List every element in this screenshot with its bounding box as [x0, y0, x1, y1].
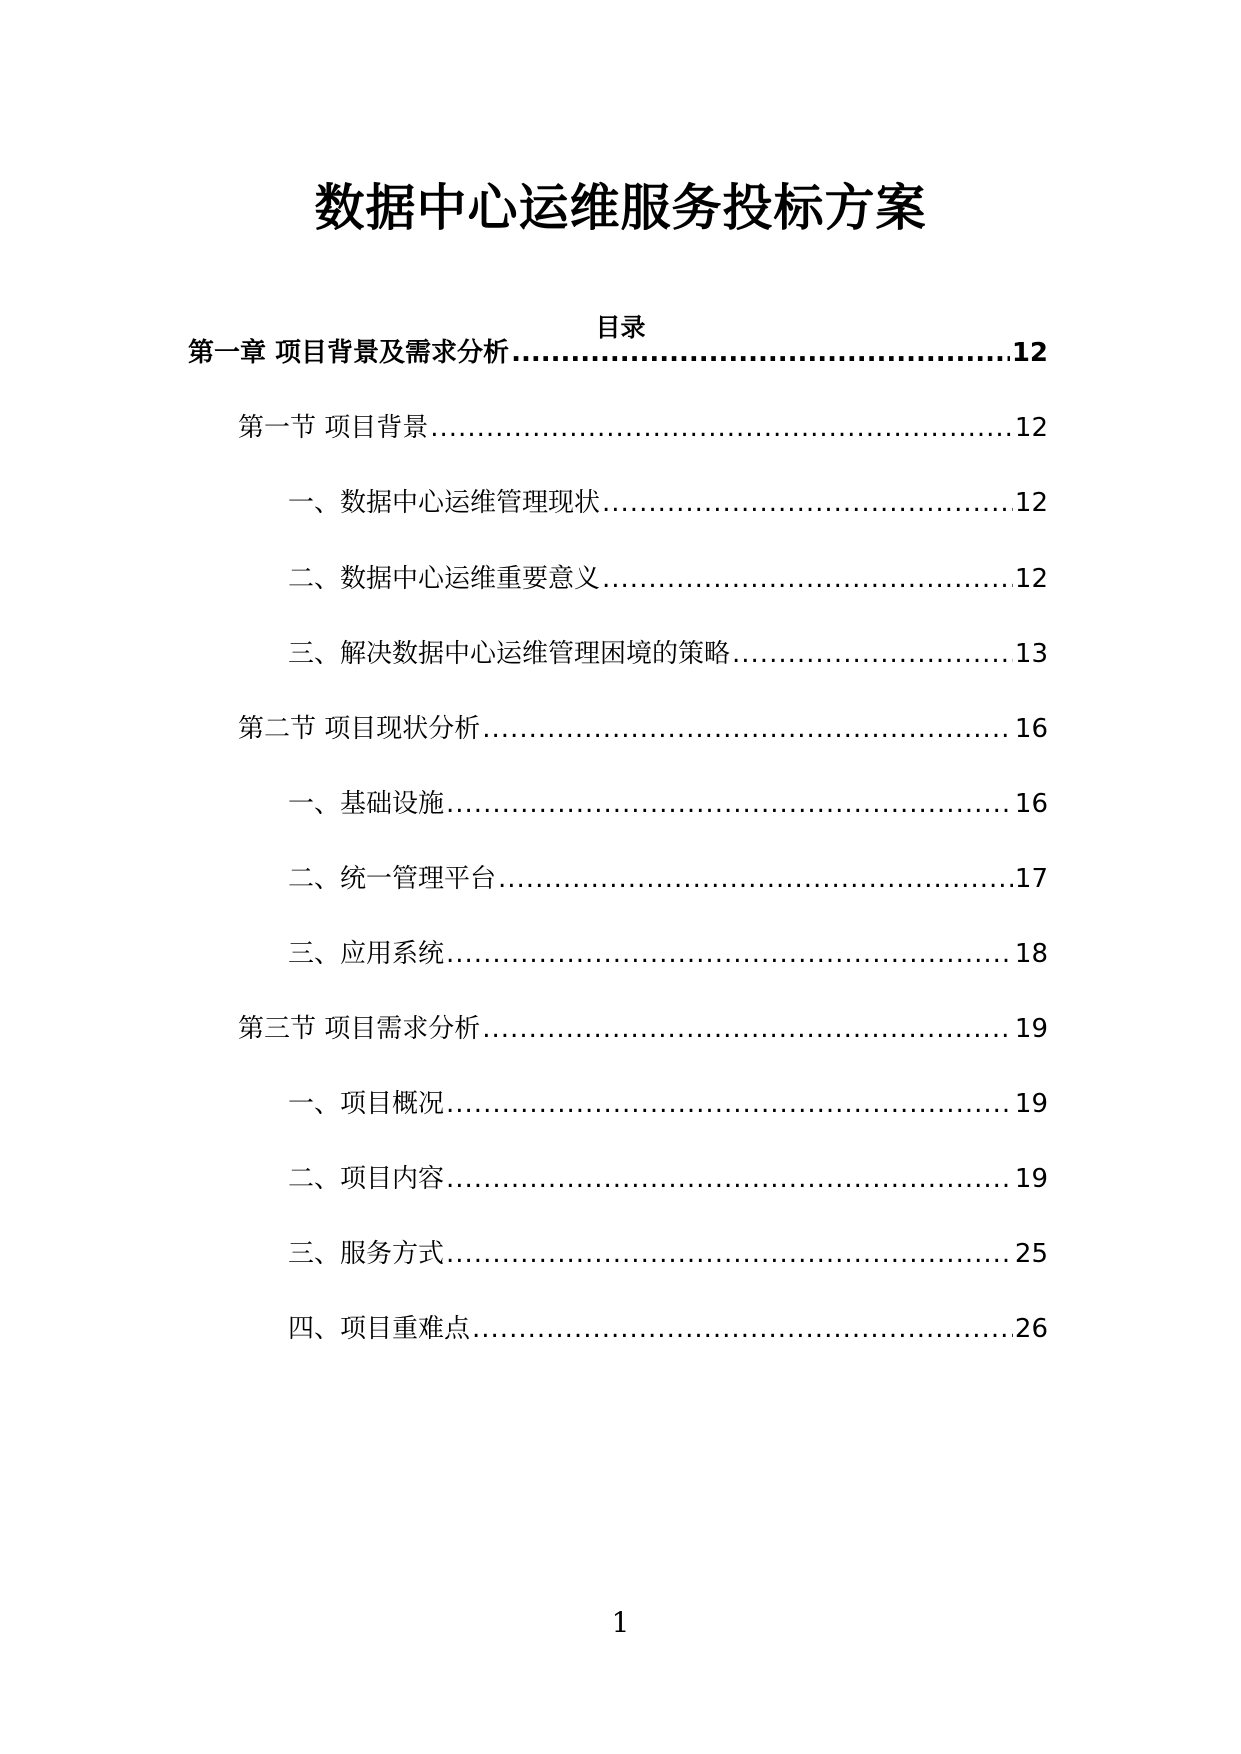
page-number: 1 — [611, 1606, 630, 1639]
toc-entry-text: 第二节 项目现状分析 — [238, 714, 481, 744]
toc-entry-page: 19 — [1014, 1014, 1048, 1044]
document-title: 数据中心运维服务投标方案 — [314, 179, 927, 237]
toc-entry-page: 12 — [1014, 564, 1048, 594]
toc-entry-section-3[interactable] — [238, 1012, 1048, 1046]
toc-leader-dots — [446, 1087, 1013, 1121]
toc-entry-page: 26 — [1014, 1314, 1048, 1344]
toc-entry-page: 18 — [1014, 939, 1048, 969]
toc-entry-text: 一、数据中心运维管理现状 — [288, 488, 601, 518]
toc-leader-dots — [511, 336, 1010, 370]
toc-entry-page: 12 — [1014, 488, 1048, 518]
toc-entry-page: 13 — [1014, 639, 1048, 669]
toc-heading: 目录 — [595, 313, 646, 342]
toc-entry-section-2[interactable] — [238, 712, 1048, 746]
toc-entry-text: 第一章 项目背景及需求分析 — [188, 338, 510, 368]
toc-entry-text: 二、统一管理平台 — [288, 864, 497, 894]
toc-leader-dots — [446, 1237, 1013, 1271]
toc-entry-text: 一、项目概况 — [288, 1089, 445, 1119]
toc-entry-item[interactable] — [288, 637, 1048, 671]
toc-entry-item[interactable] — [288, 486, 1048, 520]
toc-entry-item[interactable] — [288, 862, 1048, 896]
toc-leader-dots — [446, 937, 1013, 971]
toc-entry-section-1[interactable] — [238, 411, 1048, 445]
toc-entry-item[interactable] — [288, 1237, 1048, 1271]
toc-leader-dots — [446, 1162, 1013, 1196]
toc-entry-page: 17 — [1014, 864, 1048, 894]
toc-entry-text: 第三节 项目需求分析 — [238, 1014, 481, 1044]
toc-entry-item[interactable] — [288, 562, 1048, 596]
toc-leader-dots — [482, 1012, 1013, 1046]
toc-leader-dots — [732, 637, 1013, 671]
toc-entry-chapter-1[interactable] — [188, 336, 1048, 370]
toc-leader-dots — [446, 787, 1013, 821]
toc-entry-item[interactable] — [288, 937, 1048, 971]
toc-entry-item[interactable] — [288, 1162, 1048, 1196]
toc-entry-text: 二、项目内容 — [288, 1164, 445, 1194]
toc-entry-text: 三、服务方式 — [288, 1239, 445, 1269]
toc-entry-page: 16 — [1014, 789, 1048, 819]
toc-entry-text: 一、基础设施 — [288, 789, 445, 819]
toc-leader-dots — [602, 562, 1013, 596]
toc-leader-dots — [602, 486, 1013, 520]
toc-entry-page: 19 — [1014, 1164, 1048, 1194]
toc-entry-text: 三、解决数据中心运维管理困境的策略 — [288, 639, 731, 669]
toc-entry-page: 25 — [1014, 1239, 1048, 1269]
toc-entry-page: 12 — [1011, 338, 1048, 368]
toc-entry-item[interactable] — [288, 787, 1048, 821]
toc-leader-dots — [482, 712, 1013, 746]
toc-entry-text: 三、应用系统 — [288, 939, 445, 969]
toc-leader-dots — [498, 862, 1013, 896]
toc-leader-dots — [472, 1312, 1013, 1346]
toc-entry-item[interactable] — [288, 1087, 1048, 1121]
toc-entry-page: 12 — [1014, 413, 1048, 443]
toc-entry-page: 16 — [1014, 714, 1048, 744]
toc-entry-page: 19 — [1014, 1089, 1048, 1119]
toc-entry-text: 第一节 项目背景 — [238, 413, 429, 443]
toc-entry-item[interactable] — [288, 1312, 1048, 1346]
toc-leader-dots — [430, 411, 1013, 445]
toc-entry-text: 二、数据中心运维重要意义 — [288, 564, 601, 594]
toc-entry-text: 四、项目重难点 — [288, 1314, 471, 1344]
